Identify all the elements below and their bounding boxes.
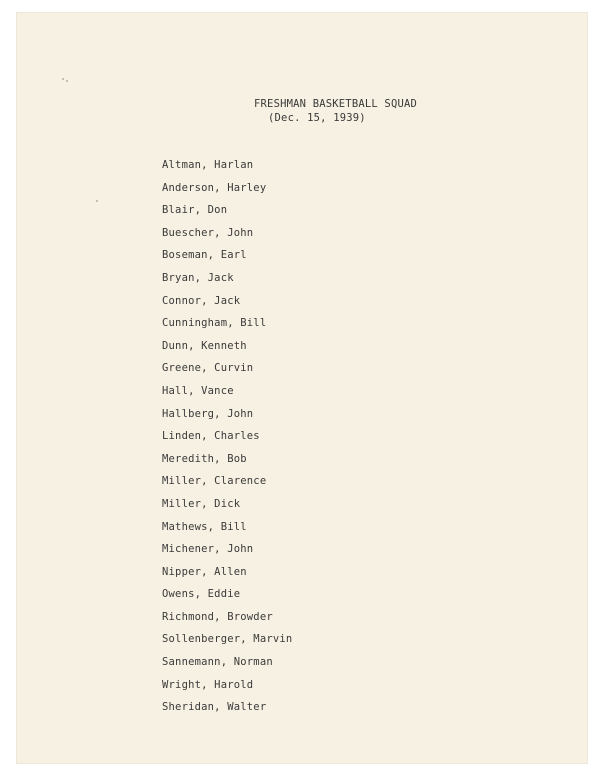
list-item: Miller, Dick xyxy=(162,497,241,510)
list-item: Miller, Clarence xyxy=(162,475,267,488)
document-title: FRESHMAN BASKETBALL SQUAD xyxy=(254,98,418,110)
list-item: Dunn, Kenneth xyxy=(162,339,247,352)
list-item: Nipper, Allen xyxy=(162,565,247,578)
paper-speck xyxy=(96,200,98,202)
list-item: Sannemann, Norman xyxy=(162,656,273,669)
list-item: Greene, Curvin xyxy=(162,362,254,375)
list-item: Blair, Don xyxy=(162,204,228,217)
list-item: Cunningham, Bill xyxy=(162,317,267,330)
list-item: Meredith, Bob xyxy=(162,452,247,465)
list-item: Hallberg, John xyxy=(162,407,254,420)
list-item: Owens, Eddie xyxy=(162,588,241,601)
list-item: Sollenberger, Marvin xyxy=(162,633,293,646)
list-item: Mathews, Bill xyxy=(162,520,247,533)
list-item: Connor, Jack xyxy=(162,294,241,307)
list-item: Richmond, Browder xyxy=(162,610,273,623)
list-item: Bryan, Jack xyxy=(162,271,234,284)
list-item: Linden, Charles xyxy=(162,430,260,443)
document-date: (Dec. 15, 1939) xyxy=(268,112,366,124)
list-item: Wright, Harold xyxy=(162,678,254,691)
roster-list xyxy=(162,154,292,719)
paper-speck xyxy=(66,80,68,82)
list-item: Hall, Vance xyxy=(162,384,234,397)
list-item: Altman, Harlan xyxy=(162,159,254,171)
paper-sheet xyxy=(16,12,588,764)
list-item: Michener, John xyxy=(162,543,254,556)
list-item: Boseman, Earl xyxy=(162,249,247,262)
list-item: Buescher, John xyxy=(162,226,254,239)
list-item: Anderson, Harley xyxy=(162,181,267,194)
paper-speck xyxy=(62,78,64,80)
list-item: Sheridan, Walter xyxy=(162,701,267,714)
